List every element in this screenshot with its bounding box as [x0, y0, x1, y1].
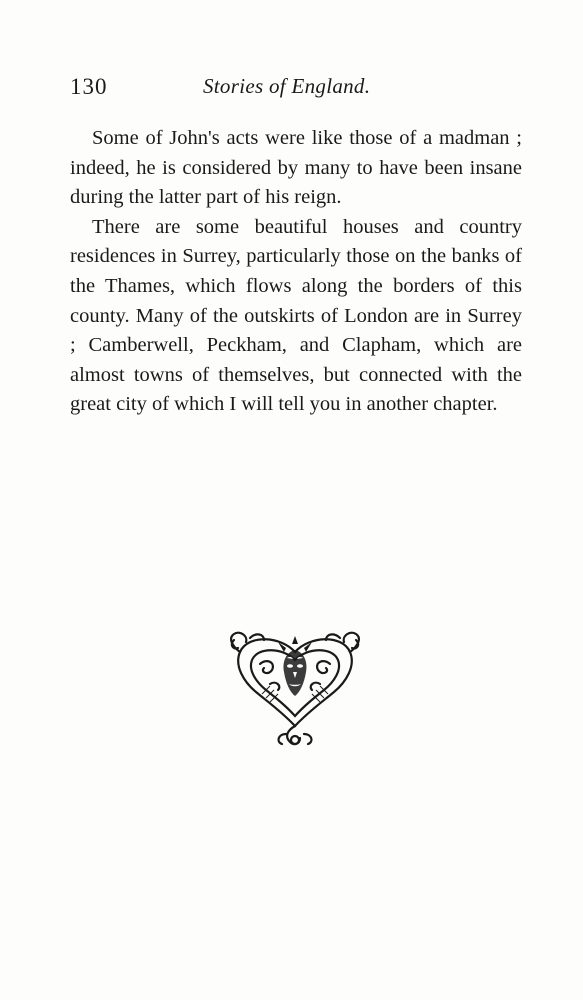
- page-number: 130: [70, 74, 108, 99]
- body-text: [70, 124, 522, 420]
- paragraph-2: There are some beautiful houses and country residences in Surrey, particularly those on the banks of the Thames, which flows along the borders of this county. Many of the outskirts of London are in Surrey ; Camberwell, Peckham, and Clapham, which are almost towns of themselves, but connected with the great city of which I will tell you in another chapter.: [70, 215, 522, 416]
- paragraph-1: Some of John's acts were like those of a madman ; indeed, he is considered by many to have been insane during the latter part of his reign.: [70, 127, 522, 209]
- running-head: [70, 74, 520, 106]
- running-title: Stories of England.: [203, 74, 371, 98]
- ornamental-tailpiece-icon: [226, 630, 364, 750]
